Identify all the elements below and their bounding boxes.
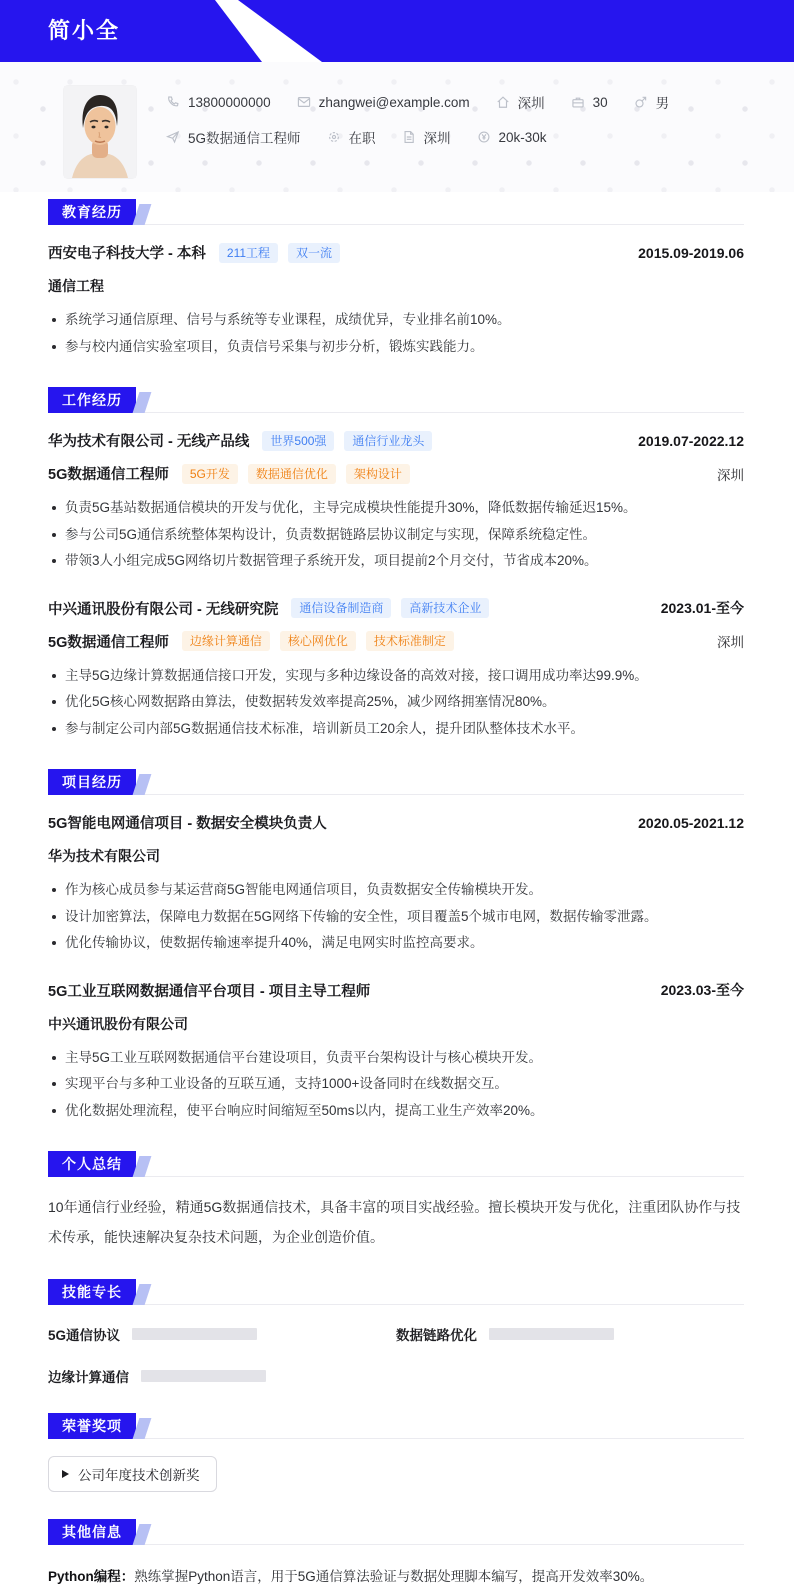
bullet-item: 参与制定公司内部5G数据通信技术标准，培训新员工20余人，提升团队整体技术水平。 — [48, 716, 744, 743]
company-tag: 世界500强 — [262, 431, 334, 451]
skill-label: 5G通信协议 — [48, 1328, 121, 1343]
section-title-badge: 工作经历 — [48, 387, 136, 413]
bullet-item: 作为核心成员参与某运营商5G智能电网通信项目，负责数据安全传输模块开发。 — [48, 877, 744, 904]
section-title-badge: 教育经历 — [48, 199, 136, 225]
city-value: 深圳 — [517, 96, 545, 111]
other-info-text: 熟练掌握Python语言，用于5G通信算法验证与数据处理脚本编写，提高开发效率30%。 — [134, 1569, 654, 1584]
email-value: zhangwei@example.com — [318, 94, 470, 110]
section-title-badge: 荣誉奖项 — [48, 1413, 136, 1439]
project-title-line — [48, 980, 744, 1001]
bullet-item: 优化数据处理流程，使平台响应时间缩短至50ms以内，提高工业生产效率20%。 — [48, 1098, 744, 1125]
profile-info — [166, 86, 695, 162]
job-title-value: 5G数据通信工程师 — [188, 131, 301, 146]
company-tag: 通信设备制造商 — [291, 598, 391, 618]
role-line — [48, 631, 744, 652]
role-tag: 技术标准制定 — [366, 631, 454, 651]
project-date: 2020.05-2021.12 — [638, 814, 744, 831]
company-line — [48, 598, 744, 619]
role-name: 5G数据通信工程师 — [48, 467, 169, 483]
summary-text: 10年通信行业经验，精通5G数据通信技术，具备丰富的项目实战经验。擅长模块开发与优化，注重团队协作与技术传承，能快速解决复杂技术问题，为企业创造价值。 — [48, 1199, 741, 1245]
project-org: 华为技术有限公司 — [48, 848, 160, 864]
education-header — [48, 199, 744, 225]
bullet-item: 系统学习通信原理、信号与系统等专业课程，成绩优异，专业排名前10%。 — [48, 307, 744, 334]
role-name: 5G数据通信工程师 — [48, 634, 169, 651]
project-bullets — [48, 877, 744, 957]
job-title-item — [166, 127, 301, 147]
section-skills — [48, 1279, 744, 1386]
contact-row-2 — [166, 127, 695, 147]
avatar — [64, 86, 136, 178]
work-city-value: 深圳 — [423, 131, 451, 146]
work-date: 2019.07-2022.12 — [638, 432, 744, 449]
project-name: 5G工业互联网数据通信平台项目 - 项目主导工程师 — [48, 983, 371, 1000]
company-tags — [291, 598, 499, 618]
phone-icon — [166, 95, 180, 109]
company-name: 中兴通讯股份有限公司 - 无线研究院 — [48, 601, 279, 618]
education-title-line — [48, 242, 744, 263]
section-projects — [48, 769, 744, 1124]
salary-item — [477, 130, 547, 145]
work-entry — [48, 598, 744, 743]
work-bullets — [48, 495, 744, 575]
school-tag: 211工程 — [219, 243, 278, 263]
skill-bar-track — [489, 1328, 614, 1340]
section-title-badge: 个人总结 — [48, 1151, 136, 1177]
project-bullets — [48, 1045, 744, 1125]
bullet-item: 带领3人小组完成5G网络切片数据管理子系统开发，项目提前2个月交付，节省成本20%。 — [48, 548, 744, 575]
projects-header — [48, 769, 744, 795]
top-banner — [0, 0, 794, 62]
job-status-value: 在职 — [348, 131, 376, 146]
profile-header — [0, 62, 794, 192]
role-tags — [182, 631, 464, 651]
bullet-item: 实现平台与多种工业设备的互联互通，支持1000+设备同时在线数据交互。 — [48, 1071, 744, 1098]
contact-row-1 — [166, 92, 695, 112]
work-city-item — [402, 127, 451, 147]
gender-icon — [634, 95, 648, 109]
work-entry — [48, 430, 744, 575]
major-name: 通信工程 — [48, 278, 104, 294]
gender-value: 男 — [655, 96, 670, 111]
company-tags — [262, 431, 442, 451]
work-location: 深圳 — [717, 467, 744, 483]
age-icon — [571, 95, 585, 109]
skill-label: 边缘计算通信 — [48, 1370, 129, 1385]
contact-city — [496, 92, 545, 112]
phone-value: 13800000000 — [188, 94, 271, 110]
section-other — [48, 1519, 744, 1589]
project-entry — [48, 980, 744, 1125]
section-title-badge: 技能专长 — [48, 1279, 136, 1305]
project-entry — [48, 812, 744, 957]
skill-label: 数据链路优化 — [396, 1328, 477, 1343]
honor-chip[interactable] — [48, 1456, 217, 1492]
school-tag: 双一流 — [288, 243, 340, 263]
resume-body — [0, 192, 794, 1589]
skills-grid — [48, 1324, 744, 1386]
skills-header — [48, 1279, 744, 1305]
company-line — [48, 430, 744, 451]
role-tag: 架构设计 — [346, 464, 410, 484]
section-work — [48, 387, 744, 742]
salary-icon — [477, 130, 491, 144]
role-tag: 5G开发 — [182, 464, 238, 484]
home-icon — [496, 95, 510, 109]
other-header — [48, 1519, 744, 1545]
section-summary — [48, 1151, 744, 1252]
bullet-item: 负责5G基站数据通信模块的开发与优化，主导完成模块性能提升30%，降低数据传输延迟15%。 — [48, 495, 744, 522]
job-status-item — [327, 127, 376, 147]
skill-item — [48, 1324, 396, 1344]
contact-phone — [166, 95, 271, 110]
skill-row — [48, 1366, 744, 1386]
bullet-item: 主导5G边缘计算数据通信接口开发，实现与多种边缘设备的高效对接，接口调用成功率达99.9%。 — [48, 663, 744, 690]
role-tag: 核心网优化 — [280, 631, 356, 651]
skill-item — [48, 1366, 400, 1386]
work-bullets — [48, 663, 744, 743]
education-date: 2015.09-2019.06 — [638, 244, 744, 261]
bullet-item: 优化5G核心网数据路由算法，使数据转发效率提高25%，减少网络拥塞情况80%。 — [48, 689, 744, 716]
section-title-badge: 其他信息 — [48, 1519, 136, 1545]
role-line — [48, 463, 744, 484]
brand-title: 简小全 — [48, 18, 121, 43]
section-title-badge: 项目经历 — [48, 769, 136, 795]
role-tag: 边缘计算通信 — [182, 631, 270, 651]
education-entry — [48, 242, 744, 360]
other-info-label: Python编程： — [48, 1569, 135, 1584]
summary-header — [48, 1151, 744, 1177]
bullet-item: 优化传输协议，使数据传输速率提升40%，满足电网实时监控高要求。 — [48, 930, 744, 957]
bullet-item: 参与校内通信实验室项目，负责信号采集与初步分析，锻炼实践能力。 — [48, 334, 744, 361]
education-bullets — [48, 307, 744, 360]
honor-label: 公司年度技术创新奖 — [78, 1468, 200, 1483]
bullet-item: 设计加密算法，保障电力数据在5G网络下传输的安全性，项目覆盖5个城市电网，数据传输零泄露。 — [48, 904, 744, 931]
project-title-line — [48, 812, 744, 833]
role-tag: 数据通信优化 — [248, 464, 336, 484]
company-name: 华为技术有限公司 - 无线产品线 — [48, 434, 250, 450]
honors-header — [48, 1413, 744, 1439]
skill-bar-track — [141, 1370, 266, 1382]
file-icon — [402, 130, 416, 144]
section-education — [48, 199, 744, 360]
school-tags — [219, 243, 350, 263]
other-info-line — [48, 1565, 744, 1589]
expand-arrow-icon — [62, 1470, 69, 1478]
salary-value: 20k-30k — [498, 129, 547, 145]
skill-row — [48, 1324, 744, 1344]
send-icon — [166, 130, 180, 144]
work-date: 2023.01-至今 — [660, 600, 744, 616]
project-date: 2023.03-至今 — [660, 982, 744, 998]
section-honors — [48, 1413, 744, 1492]
work-location: 深圳 — [717, 635, 744, 650]
age-value: 30 — [592, 94, 608, 110]
role-tags — [182, 464, 420, 484]
bullet-item: 参与公司5G通信系统整体架构设计，负责数据链路层协议制定与实现，保障系统稳定性。 — [48, 522, 744, 549]
contact-age — [571, 95, 608, 110]
skill-bar-track — [132, 1328, 257, 1340]
contact-email — [297, 95, 470, 110]
company-tag: 高新技术企业 — [401, 598, 489, 618]
skill-item — [396, 1324, 744, 1344]
bullet-item: 主导5G工业互联网数据通信平台建设项目，负责平台架构设计与核心模块开发。 — [48, 1045, 744, 1072]
project-name: 5G智能电网通信项目 - 数据安全模块负责人 — [48, 816, 327, 832]
mail-icon — [297, 95, 311, 109]
work-header — [48, 387, 744, 413]
status-icon — [327, 130, 341, 144]
project-org: 中兴通讯股份有限公司 — [48, 1015, 188, 1032]
contact-gender — [634, 92, 670, 112]
company-tag: 通信行业龙头 — [344, 431, 432, 451]
school-name: 西安电子科技大学 - 本科 — [48, 246, 206, 262]
